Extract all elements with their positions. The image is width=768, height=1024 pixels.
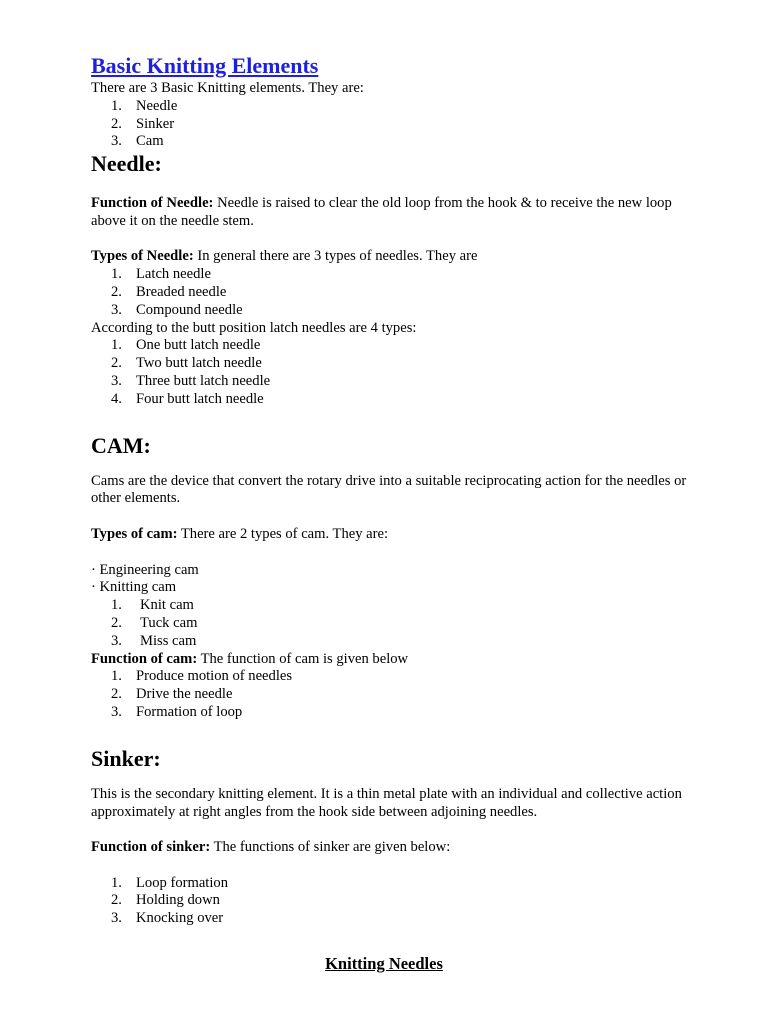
document-title-link[interactable]: Basic Knitting Elements xyxy=(91,53,319,78)
needle-types-list xyxy=(91,266,691,319)
list-item: 3. Cam xyxy=(111,133,164,150)
intro-list xyxy=(91,98,691,151)
spacer xyxy=(91,772,691,786)
intro-text: There are 3 Basic Knitting elements. They are: xyxy=(91,80,364,96)
cam-description: Cams are the device that convert the rotary drive into a suitable reciprocating action for the needles or other elements. xyxy=(91,472,687,507)
cam-bullet-engineering: · Engineering cam xyxy=(91,561,199,578)
list-item: 1. Loop formation xyxy=(111,874,229,891)
spacer xyxy=(91,177,691,195)
sinker-function-list xyxy=(91,875,691,928)
list-item: 3. Compound needle xyxy=(111,301,243,318)
knitting-needles-heading: Knitting Needles xyxy=(325,954,443,973)
needle-heading: Needle: xyxy=(91,151,162,177)
spacer xyxy=(91,459,691,473)
cam-heading: CAM: xyxy=(91,432,151,458)
spacer xyxy=(91,409,691,433)
list-item: 3. Three butt latch needle xyxy=(111,372,271,389)
list-item: 2. Two butt latch needle xyxy=(111,355,262,372)
list-item: 1. Latch needle xyxy=(111,266,211,283)
list-item: 3. Formation of loop xyxy=(111,703,243,720)
document-title xyxy=(91,52,691,80)
knitting-cam-list xyxy=(91,597,691,650)
cam-bullet-knitting: · Knitting cam xyxy=(91,579,177,596)
spacer xyxy=(91,722,691,746)
sinker-function: Function of sinker: The functions of sinker are given below: xyxy=(91,839,451,856)
list-item: 2. Breaded needle xyxy=(111,283,227,300)
list-item: 2. Holding down xyxy=(111,892,220,909)
spacer xyxy=(91,821,691,839)
spacer xyxy=(91,857,691,875)
spacer xyxy=(91,508,691,526)
list-item: 3. Knocking over xyxy=(111,910,224,927)
needle-types: Types of Needle: In general there are 3 types of needles. They are xyxy=(91,248,478,265)
butt-intro: According to the butt position latch needles are 4 types: xyxy=(91,319,417,336)
list-item: 3. Miss cam xyxy=(111,632,197,649)
list-item: 2. Sinker xyxy=(111,115,175,132)
list-item: 2. Drive the needle xyxy=(111,686,233,703)
list-item: 1. Needle xyxy=(111,97,178,114)
cam-types: Types of cam: There are 2 types of cam. They are: xyxy=(91,525,389,542)
list-item: 1. Knit cam xyxy=(111,597,194,614)
spacer xyxy=(91,544,691,562)
cam-function-list xyxy=(91,668,691,721)
document-page xyxy=(91,52,691,928)
list-item: 1. Produce motion of needles xyxy=(111,668,293,685)
sinker-description: This is the secondary knitting element. It is a thin metal plate with an individual and collective action approximately at right angles from the hook side between adjoining needles. xyxy=(91,785,682,820)
sinker-heading: Sinker: xyxy=(91,745,161,771)
butt-list xyxy=(91,337,691,408)
spacer xyxy=(91,231,691,249)
list-item: 2. Tuck cam xyxy=(111,614,198,631)
list-item: 4. Four butt latch needle xyxy=(111,390,264,407)
list-item: 1. One butt latch needle xyxy=(111,337,261,354)
cam-function: Function of cam: The function of cam is given below xyxy=(91,650,409,667)
needle-function: Function of Needle: Needle is raised to clear the old loop from the hook & to receive the new loop above it on the needle stem. xyxy=(91,194,672,229)
